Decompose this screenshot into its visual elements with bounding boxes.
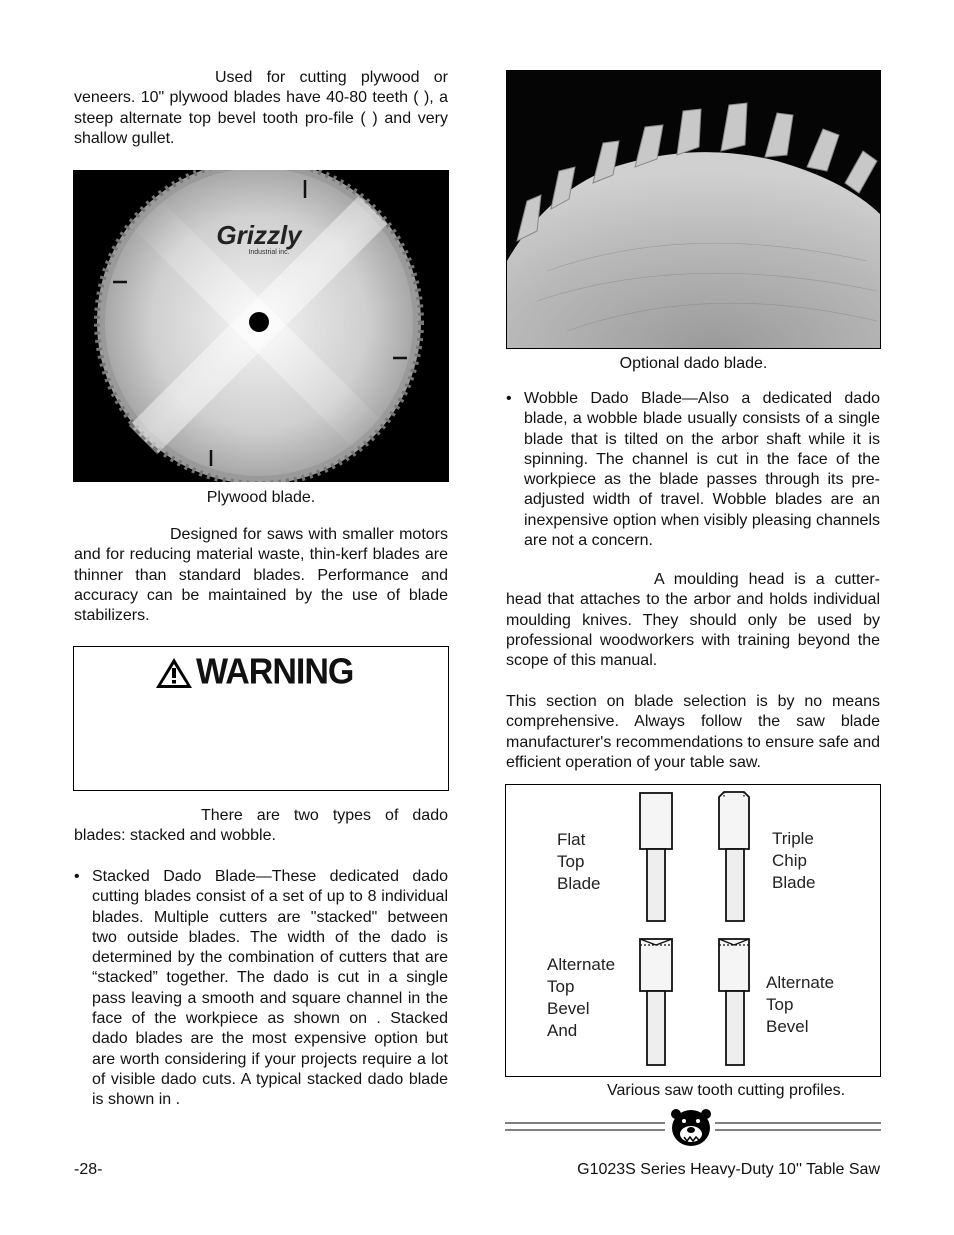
dado-caption: Optional dado blade.: [619, 355, 768, 372]
stacked-dado-text: Stacked Dado Blade—These dedicated dado cutting blades consist of a set of up to 8 individual blades. Multiple cutters are "stacked" between two outside blades. The width of the dado is determined by the combination of cutters that are “stacked” together. The dado is cut in a single pass leaving a smooth and square channel in the face of the workpiece as shown on . Stacked dado blades are the most expensive option but are worth considering if your projects require a lot of visible dado cuts. A typical stacked dado blade is shown in .: [92, 868, 448, 1109]
dado-blade-svg: [507, 71, 881, 349]
plywood-caption: Plywood blade.: [206, 489, 316, 506]
triple-chip-label-line: Triple: [772, 829, 814, 848]
triple-chip-label-line: Blade: [772, 873, 816, 892]
triple-chip-label-line: Chip: [772, 851, 807, 870]
dado-paragraph: There are two types of dado blades: stacked and wobble.: [74, 807, 448, 845]
atb-and-label: [547, 954, 615, 1042]
plywood-blade-photo: [73, 170, 449, 482]
plywood-paragraph: Used for cutting plywood or veneers. 10" plywood blades have 40-80 teeth ( ), a steep alternate top bevel tooth pro-file ( ) and very shallow gullet.: [74, 69, 448, 147]
thin-kerf-paragraph: Designed for saws with smaller motors and for reducing material waste, thin-kerf blades are thinner than standard blades. Performance and accuracy can be maintained by the use of blade stabilizers.: [74, 526, 448, 625]
profiles-caption: Various saw tooth cutting profiles.: [607, 1082, 846, 1099]
warning-box: [73, 646, 449, 791]
warning-triangle-icon: [154, 656, 194, 690]
flat-top-label-line: Top: [557, 852, 585, 871]
atb-and-label-line: Alternate: [547, 955, 616, 974]
atb-label-line: Top: [766, 995, 794, 1014]
grizzly-logo-text: Grizzly: [216, 220, 302, 250]
flat-top-label-line: Flat: [557, 830, 586, 849]
page-number: -28-: [74, 1161, 103, 1178]
stacked-dado-bullet: [74, 867, 448, 1111]
bullet-dot: •: [74, 868, 80, 885]
atb-label-line: Alternate: [766, 973, 835, 992]
tooth-profiles-diagram: [505, 784, 881, 1077]
atb-and-label-line: Bevel: [547, 999, 590, 1018]
atb-and-label-line: Top: [547, 977, 575, 996]
atb-and-label-line: And: [547, 1021, 578, 1040]
bear-head-icon: [671, 1109, 711, 1146]
dado-blade-photo: [506, 70, 881, 349]
flat-top-label-line: Blade: [557, 874, 601, 893]
triple-chip-label: [772, 828, 815, 894]
warning-title: WARNING: [196, 652, 354, 692]
grizzly-logo-subtext: Industrial inc.: [248, 249, 290, 256]
moulding-head-paragraph: A moulding head is a cutter-head that attaches to the arbor and holds individual moulding knives. They should only be used by professional woodworkers with training beyond the scope of this manual.: [506, 571, 880, 670]
warning-header: [154, 653, 353, 692]
bullet-dot: •: [506, 390, 512, 407]
manual-title: G1023S Series Heavy-Duty 10'' Table Saw: [577, 1161, 880, 1178]
plywood-blade-svg: [73, 170, 449, 482]
atb-label: [766, 972, 834, 1038]
blade-selection-paragraph: This section on blade selection is by no means comprehensive. Always follow the saw blade manufacturer's recommendations to ensure safe and efficient operation of your table saw.: [506, 693, 880, 771]
wobble-dado-bullet: [506, 389, 880, 551]
wobble-dado-text: Wobble Dado Blade—Also a dedicated dado blade, a wobble blade usually consists of a single blade that is tilted on the arbor shaft while it is spinning. The channel is cut in the face of the workpiece as the blade passes through its pre-adjusted width of travel. Wobble blades are an inexpensive option when visibly pleasing channels are not a concern.: [524, 390, 880, 550]
footer-divider: [503, 1106, 883, 1156]
flat-top-label: [557, 829, 600, 895]
atb-label-line: Bevel: [766, 1017, 809, 1036]
